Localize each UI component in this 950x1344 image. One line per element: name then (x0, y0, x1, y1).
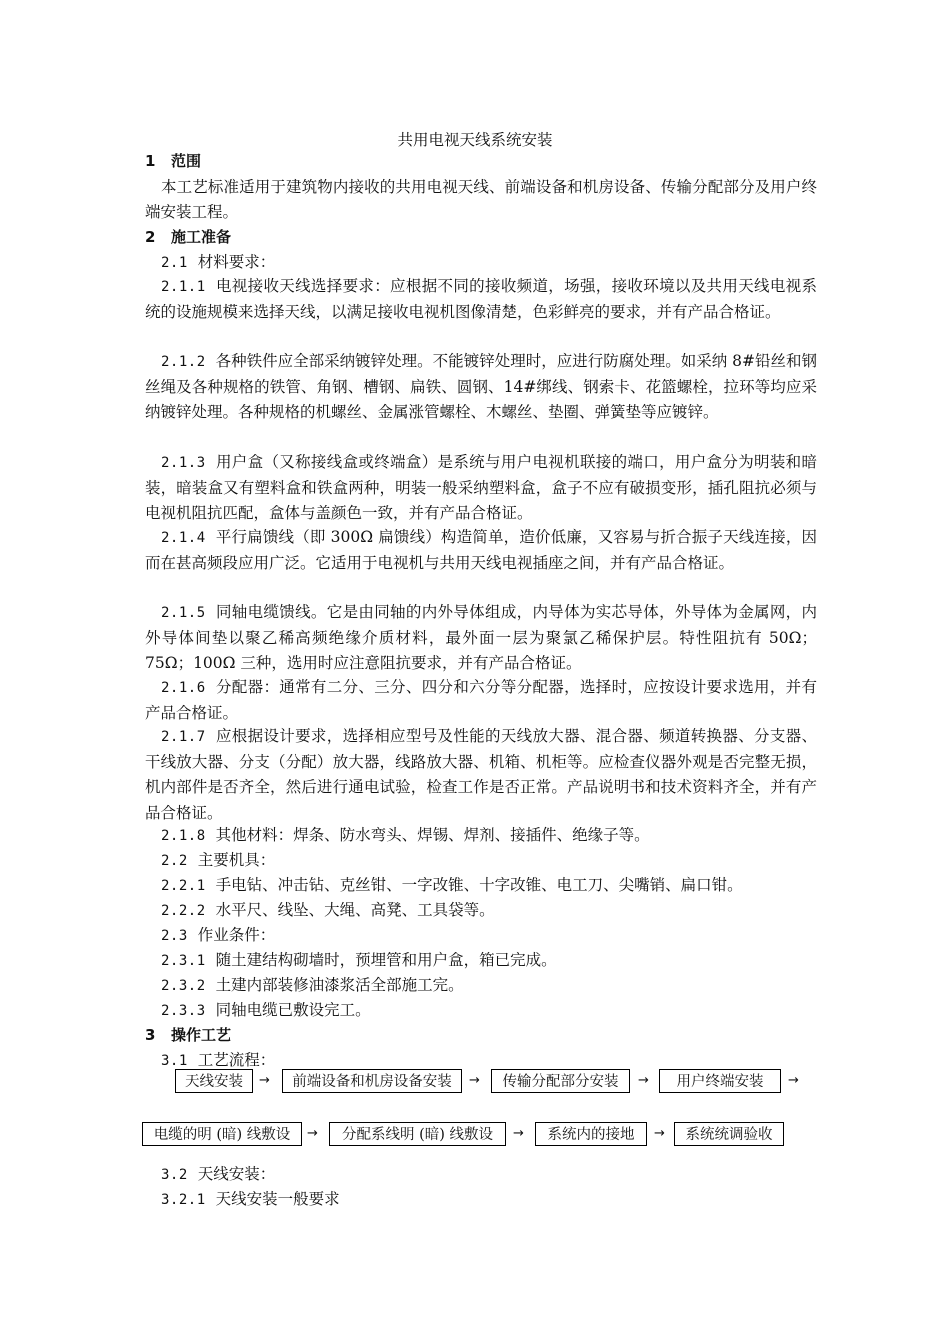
clause-label: 材料要求： (197, 253, 276, 271)
clause-text: 土建内部装修油漆浆活全部施工完。 (215, 976, 464, 994)
clause-text: 同轴电缆馈线。它是由同轴的内外导体组成，内导体为实芯导体，外导体为金属网，内外导体间垫以聚乙稀高频绝缘介质材料，最外面一层为聚氯乙稀保护层。特性阻抗有 50Ω；75Ω；100Ω 三种，选用时应注意阻抗要求，并有产品合格证。 (145, 603, 817, 673)
clause-text: 同轴电缆已敷设完工。 (215, 1001, 371, 1019)
flow-arrow: → (788, 1073, 799, 1088)
clause-text: 用户盒（又称接线盒或终端盒）是系统与用户电视机联接的端口，用户盒分为明装和暗装，暗装盒又有塑料盒和铁盒两种，明装一般采纳塑料盒，盒子不应有破损变形，插孔阻抗必须与电视机阻抗匹配，盒体与盖颜色一致，并有产品合格证。 (145, 453, 817, 523)
subsection-2-1 (161, 251, 275, 274)
section-number: 1 (145, 152, 156, 170)
clause-3-2-1 (161, 1188, 340, 1211)
clause-label: 作业条件： (197, 926, 276, 944)
section-3-heading (145, 1024, 231, 1046)
flow-step-distribution-laying: 分配系线明 (暗) 线敷设 (329, 1122, 506, 1146)
clause-number: 2.3 (161, 928, 188, 944)
flow-step-distribution-install: 传输分配部分安装 (491, 1069, 630, 1093)
clause-2-1-5 (145, 600, 817, 677)
clause-number: 2.1.8 (161, 828, 206, 844)
clause-number: 2.1.7 (161, 729, 206, 745)
section-number: 2 (145, 228, 156, 246)
clause-2-1-2 (145, 349, 817, 426)
clause-text: 应根据设计要求，选择相应型号及性能的天线放大器、混合器、频道转换器、分支器、干线放大器、分支（分配）放大器，线路放大器、机箱、机柜等。应检查仪器外观是否完整无损，机内部件是否齐全，然后进行通电试验，检查工作是否正常。产品说明书和技术资料齐全，并有产品合格证。 (145, 727, 817, 822)
flow-arrow: → (259, 1073, 270, 1088)
clause-number: 2.1.1 (161, 279, 206, 295)
subsection-3-2 (161, 1163, 275, 1186)
clause-2-2-1 (161, 874, 743, 897)
clause-2-3-1 (161, 949, 557, 972)
flow-step-antenna-install: 天线安装 (175, 1069, 253, 1093)
section-title: 施工准备 (171, 228, 232, 246)
clause-number: 2.1.6 (161, 680, 206, 696)
clause-number: 2.1 (161, 255, 188, 271)
clause-2-1-4 (145, 525, 817, 576)
clause-2-1-6 (145, 675, 817, 726)
clause-number: 2.2.1 (161, 878, 206, 894)
clause-text: 分配器：通常有二分、三分、四分和六分等分配器，选择时，应按设计要求选用，并有产品合格证。 (145, 678, 817, 723)
clause-text: 水平尺、线坠、大绳、高凳、工具袋等。 (215, 901, 495, 919)
clause-number: 2.2.2 (161, 903, 206, 919)
clause-label: 工艺流程： (197, 1051, 276, 1069)
flow-arrow: → (654, 1126, 665, 1141)
clause-number: 3.2.1 (161, 1192, 206, 1208)
clause-number: 2.3.3 (161, 1003, 206, 1019)
clause-number: 2.3.1 (161, 953, 206, 969)
section-number: 3 (145, 1026, 156, 1044)
flow-arrow: → (469, 1073, 480, 1088)
clause-label: 主要机具： (197, 851, 276, 869)
clause-number: 3.2 (161, 1167, 188, 1183)
flow-arrow: → (307, 1126, 318, 1141)
document-title: 共用电视天线系统安装 (397, 131, 553, 149)
flow-step-grounding: 系统内的接地 (535, 1122, 647, 1146)
flow-arrow: → (513, 1126, 524, 1141)
clause-text: 平行扁馈线（即 300Ω 扁馈线）构造简单，造价低廉，又容易与折合振子天线连接，因而在甚高频段应用广泛。它适用于电视机与共用天线电视插座之间，并有产品合格证。 (145, 528, 817, 573)
clause-number: 2.3.2 (161, 978, 206, 994)
section-2-heading (145, 226, 231, 248)
clause-text: 电视接收天线选择要求：应根据不同的接收频道，场强，接收环境以及共用天线电视系统的设施规模来选择天线，以满足接收电视机图像清楚，色彩鲜亮的要求，并有产品合格证。 (145, 277, 817, 322)
subsection-2-3 (161, 924, 275, 947)
clause-2-3-3 (161, 999, 371, 1022)
clause-text: 其他材料：焊条、防水弯头、焊锡、焊剂、接插件、绝缘子等。 (215, 826, 650, 844)
section-1-paragraph: 本工艺标准适用于建筑物内接收的共用电视天线、前端设备和机房设备、传输分配部分及用户终端安装工程。 (145, 178, 817, 222)
clause-number: 2.2 (161, 853, 188, 869)
flow-arrow: → (638, 1073, 649, 1088)
clause-text: 随土建结构砌墙时，预埋管和用户盒，箱已完成。 (215, 951, 557, 969)
clause-label: 天线安装： (197, 1165, 276, 1183)
clause-2-1-7 (145, 724, 817, 826)
section-1-heading (145, 150, 201, 172)
clause-number: 2.1.2 (161, 354, 206, 370)
clause-text: 天线安装一般要求 (215, 1190, 340, 1208)
clause-number: 3.1 (161, 1053, 188, 1069)
flow-step-acceptance: 系统统调验收 (674, 1122, 784, 1146)
clause-number: 2.1.5 (161, 605, 206, 621)
clause-number: 2.1.3 (161, 455, 206, 471)
subsection-2-2 (161, 849, 275, 872)
clause-2-2-2 (161, 899, 495, 922)
clause-2-1-3 (145, 450, 817, 527)
clause-2-1-1 (145, 274, 817, 325)
clause-text: 各种铁件应全部采纳镀锌处理。不能镀锌处理时，应进行防腐处理。如采纳 8#铅丝和钢丝绳及各种规格的铁管、角钢、槽钢、扁铁、圆钢、14#绑线、钢索卡、花篮螺栓，拉环等均应采纳镀锌处理。各种规格的机螺丝、金属涨管螺栓、木螺丝、垫圈、弹簧垫等应镀锌。 (145, 352, 817, 422)
clause-2-1-8 (161, 824, 650, 847)
flow-step-headend-install: 前端设备和机房设备安装 (282, 1069, 462, 1093)
clause-text: 手电钻、冲击钻、克丝钳、一字改锥、十字改锥、电工刀、尖嘴销、扁口钳。 (215, 876, 743, 894)
flow-step-terminal-install: 用户终端安装 (659, 1069, 781, 1093)
section-title: 范围 (171, 152, 202, 170)
flow-step-cable-laying: 电缆的明 (暗) 线敷设 (142, 1122, 302, 1146)
clause-2-3-2 (161, 974, 464, 997)
clause-number: 2.1.4 (161, 530, 206, 546)
section-title: 操作工艺 (171, 1026, 232, 1044)
